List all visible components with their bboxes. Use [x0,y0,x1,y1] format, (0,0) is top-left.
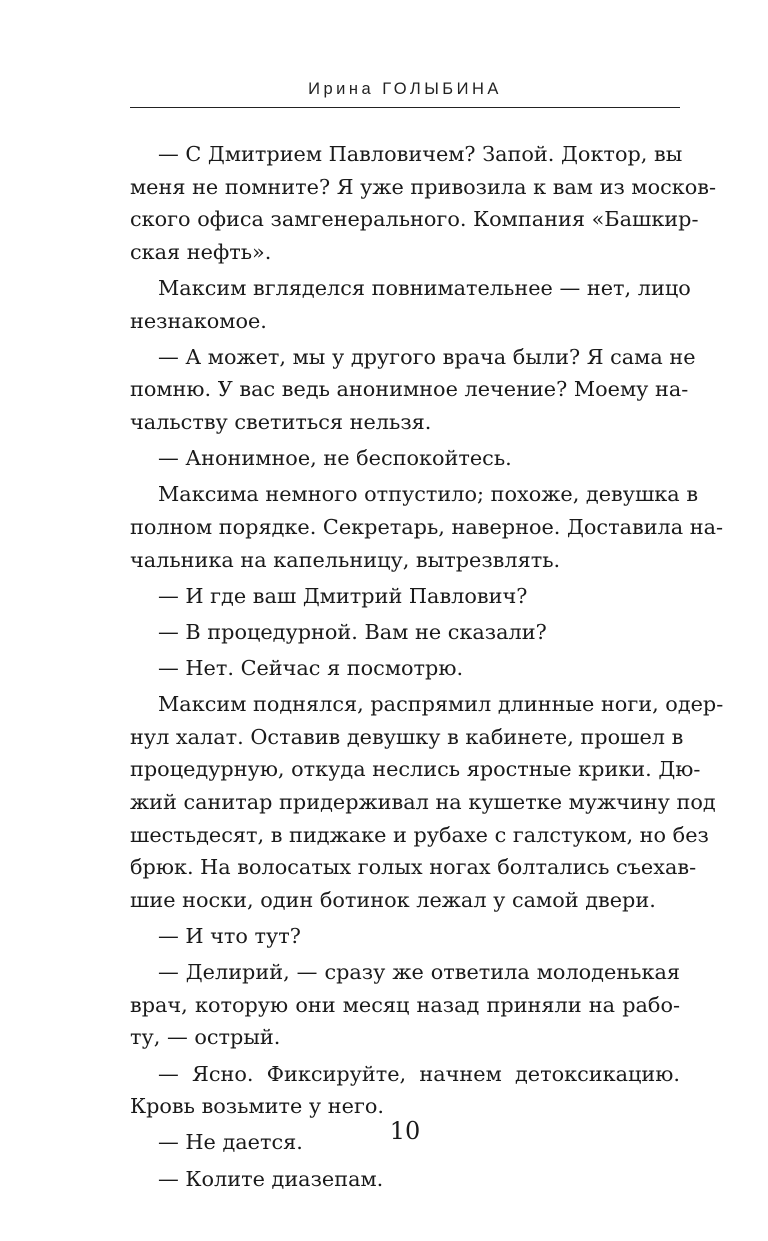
text-line: шие носки, один ботинок лежал у самой двери. [130,887,656,912]
text-line: нул халат. Оставив девушку в кабинете, прошел в [130,724,684,749]
text-line: — И где ваш Дмитрий Павлович? [158,583,528,608]
text-line: — Колите диазепам. [158,1166,384,1191]
text-line: ская нефть». [130,239,272,264]
text-line: — Нет. Сейчас я посмотрю. [158,656,464,681]
text-line: — Анонимное, не беспокойтесь. [158,446,512,471]
text-line: врач, которую они месяц назад приняли на рабо- [130,992,680,1017]
author-first-name: Ирина [308,80,375,98]
page-number: 10 [389,1117,421,1145]
text-line: — Делирий, — сразу же ответила молоденькая [158,960,680,985]
text-line: ту, — острый. [130,1025,281,1050]
author-last-name: ГОЛЫБИНА [382,80,502,98]
text-line: чальству светиться нельзя. [130,409,432,434]
running-head [130,80,680,99]
text-line: помню. У вас ведь анонимное лечение? Моему на- [130,377,689,402]
text-line: Максима немного отпустило; похоже, девушка в [158,482,699,507]
text-line: шестьдесят, в пиджаке и рубахе с галстуком, но без [130,822,709,847]
text-line: жий санитар придерживал на кушетке мужчину под [130,790,716,815]
text-line: Максим вгляделся повнимательнее — нет, лицо [158,275,691,300]
text-line: чальника на капельницу, вытрезвлять. [130,547,561,572]
text-line: Кровь возьмите у него. [130,1094,384,1119]
text-line: — И что тут? [158,924,301,948]
text-line: брюк. На волосатых голых ногах болтались съехав- [130,855,697,880]
header-rule [130,107,680,108]
text-line: — Не дается. [158,1130,303,1155]
text-line: ского офиса замгенерального. Компания «Башкир- [130,207,699,232]
text-line: Максим поднялся, распрямил длинные ноги, одер- [158,692,724,717]
text-line: — Ясно. Фиксируйте, начнем детоксикацию. [158,1061,680,1086]
text-line: — В процедурной. Вам не сказали? [158,619,547,644]
body-text [130,138,724,1195]
text-line: — С Дмитрием Павловичем? Запой. Доктор, вы [158,142,683,166]
text-line: процедурную, откуда неслись яростные крики. Дю- [130,757,701,782]
text-line: полном порядке. Секретарь, наверное. Доставила на- [130,514,724,539]
text-line: меня не помните? Я уже привозила к вам из москов- [130,174,717,199]
text-line: незнакомое. [130,308,267,333]
text-line: — А может, мы у другого врача были? Я сама не [158,344,696,369]
